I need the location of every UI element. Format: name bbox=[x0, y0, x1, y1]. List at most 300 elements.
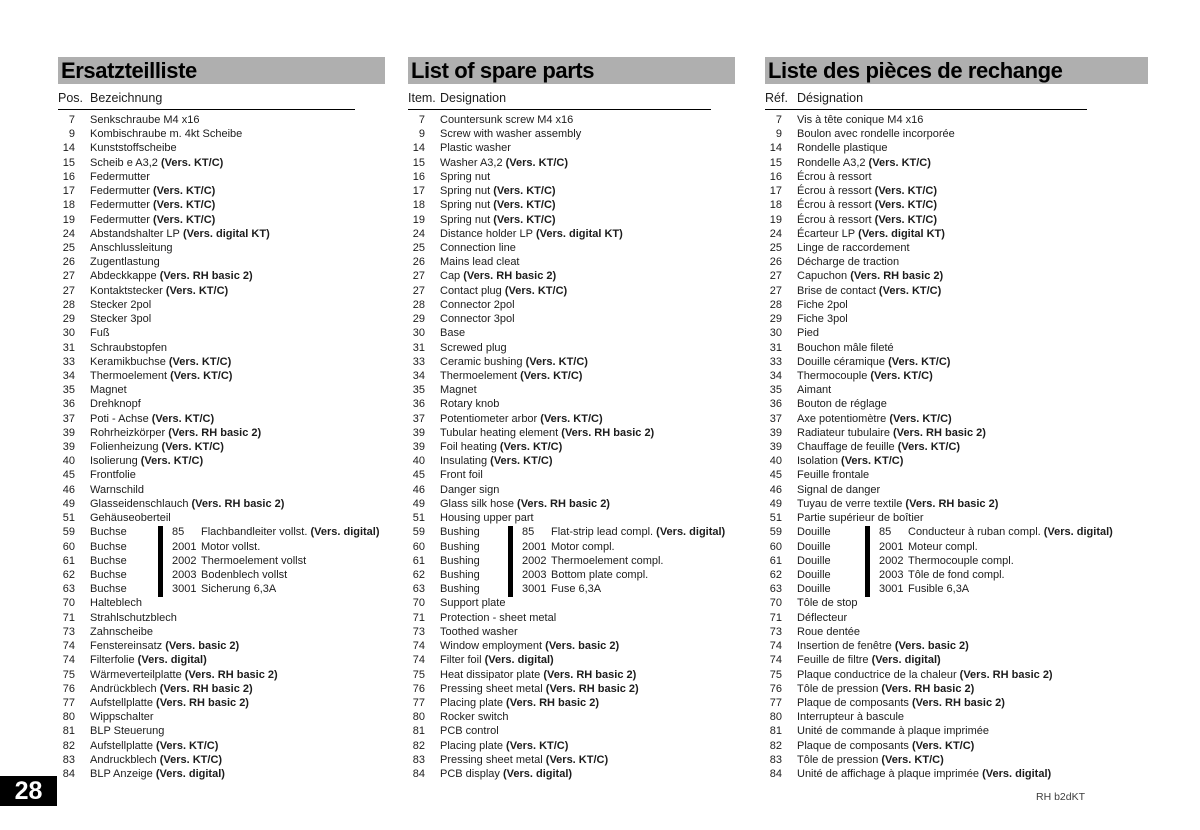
table-row bbox=[408, 484, 735, 498]
section-title: Ersatzteilliste bbox=[61, 58, 197, 83]
row-variant-label: (Vers. KT/C) bbox=[871, 199, 937, 212]
row-position: 45 bbox=[769, 469, 782, 482]
row-variant-label: (Vers. KT/C) bbox=[148, 412, 215, 425]
table-row bbox=[765, 754, 1148, 768]
row-position: 63 bbox=[412, 583, 425, 596]
table-row bbox=[58, 142, 385, 156]
table-row bbox=[765, 214, 1148, 228]
row-designation: Spring nut (Vers. KT/C) bbox=[440, 199, 556, 212]
row-position: 45 bbox=[412, 469, 425, 482]
table-row bbox=[58, 683, 385, 697]
table-row bbox=[408, 157, 735, 171]
group-bar bbox=[508, 526, 513, 540]
row-designation: Écrou à ressort (Vers. KT/C) bbox=[797, 213, 937, 226]
table-row bbox=[58, 583, 385, 597]
row-group-name: Buchse bbox=[90, 526, 127, 539]
row-position: 73 bbox=[412, 625, 425, 638]
table-row bbox=[408, 299, 735, 313]
row-designation: Connector 2pol bbox=[440, 298, 515, 311]
doc-code: RH b2dKT bbox=[1036, 791, 1086, 803]
row-designation: Écrou à ressort bbox=[797, 170, 872, 183]
row-designation: Potentiometer arbor (Vers. KT/C) bbox=[440, 412, 603, 425]
row-designation: BLP Anzeige (Vers. digital) bbox=[90, 768, 225, 781]
row-position: 80 bbox=[412, 711, 425, 724]
row-position: 34 bbox=[412, 369, 425, 382]
row-designation: Isolation (Vers. KT/C) bbox=[797, 455, 904, 468]
row-variant-label: (Vers. digital) bbox=[307, 526, 380, 539]
row-position: 40 bbox=[769, 455, 782, 468]
parts-list bbox=[58, 114, 385, 782]
table-row bbox=[765, 526, 1148, 540]
row-designation: Partie supérieur de boîtier bbox=[797, 512, 924, 525]
row-designation: Pied bbox=[797, 327, 820, 340]
row-variant-label: (Vers. KT/C) bbox=[165, 355, 232, 368]
row-designation: Kombischraube m. 4kt Scheibe bbox=[90, 128, 243, 141]
group-bar bbox=[158, 583, 163, 597]
table-row bbox=[408, 626, 735, 640]
row-designation: Insulating (Vers. KT/C) bbox=[440, 455, 553, 468]
row-designation: Fuse 6,3A bbox=[551, 583, 602, 596]
row-position: 59 bbox=[769, 526, 782, 539]
table-row bbox=[408, 370, 735, 384]
row-position: 30 bbox=[62, 327, 75, 340]
row-position: 74 bbox=[412, 654, 425, 667]
row-designation: Federmutter (Vers. KT/C) bbox=[90, 185, 216, 198]
row-position: 70 bbox=[62, 597, 75, 610]
row-position: 51 bbox=[769, 512, 782, 525]
row-designation: Écrou à ressort (Vers. KT/C) bbox=[797, 199, 937, 212]
row-designation: Rondelle A3,2 (Vers. KT/C) bbox=[797, 156, 931, 169]
table-row bbox=[58, 669, 385, 683]
row-designation: Halteblech bbox=[90, 597, 142, 610]
row-designation: Thermocouple (Vers. KT/C) bbox=[797, 369, 933, 382]
parts-column-french bbox=[765, 57, 1148, 782]
row-designation: Isolierung (Vers. KT/C) bbox=[90, 455, 204, 468]
row-position: 18 bbox=[412, 199, 425, 212]
row-variant-label: (Vers. KT/C) bbox=[503, 739, 569, 752]
row-position: 19 bbox=[412, 213, 425, 226]
row-designation: PCB control bbox=[440, 725, 499, 738]
row-sub-number: 2003 bbox=[879, 569, 904, 581]
row-group-name: Buchse bbox=[90, 583, 127, 596]
table-row bbox=[408, 740, 735, 754]
row-variant-label: (Vers. RH basic 2) bbox=[889, 426, 986, 439]
table-row bbox=[58, 555, 385, 569]
table-row bbox=[408, 313, 735, 327]
row-position: 33 bbox=[62, 355, 75, 368]
row-variant-label: (Vers. RH basic 2) bbox=[503, 696, 599, 709]
row-designation: Contact plug (Vers. KT/C) bbox=[440, 284, 568, 297]
table-row bbox=[58, 711, 385, 725]
row-position: 76 bbox=[769, 682, 782, 695]
table-row bbox=[58, 612, 385, 626]
row-position: 27 bbox=[769, 270, 782, 283]
table-row bbox=[58, 270, 385, 284]
group-bar bbox=[508, 569, 513, 583]
row-designation: Wippschalter bbox=[90, 711, 154, 724]
row-variant-label: (Vers. RH basic 2) bbox=[902, 497, 999, 510]
row-designation: Thermoelement vollst bbox=[201, 554, 307, 567]
row-group-name: Douille bbox=[797, 569, 831, 581]
table-row bbox=[58, 285, 385, 299]
table-row bbox=[765, 569, 1148, 583]
row-position: 19 bbox=[769, 213, 782, 226]
row-position: 61 bbox=[62, 554, 75, 567]
row-designation: Tôle de pression (Vers. KT/C) bbox=[797, 753, 944, 766]
row-designation: Distance holder LP (Vers. digital KT) bbox=[440, 227, 623, 240]
table-row bbox=[58, 654, 385, 668]
table-row bbox=[765, 768, 1148, 782]
table-row bbox=[58, 214, 385, 228]
row-designation: Feuille de filtre (Vers. digital) bbox=[797, 654, 941, 667]
row-variant-label: (Vers. digital) bbox=[979, 768, 1052, 781]
table-row bbox=[58, 299, 385, 313]
row-position: 80 bbox=[62, 711, 75, 724]
table-row bbox=[408, 171, 735, 185]
row-designation: Poti - Achse (Vers. KT/C) bbox=[90, 412, 215, 425]
row-variant-label: (Vers. KT/C) bbox=[157, 156, 224, 169]
row-sub-number: 2002 bbox=[879, 554, 904, 567]
row-designation: Screwed plug bbox=[440, 341, 507, 354]
table-row bbox=[408, 526, 735, 540]
table-row bbox=[765, 356, 1148, 370]
table-row bbox=[765, 228, 1148, 242]
row-designation: Rotary knob bbox=[440, 398, 500, 411]
row-designation: Motor compl. bbox=[551, 540, 615, 553]
row-position: 74 bbox=[769, 654, 782, 667]
row-position: 77 bbox=[412, 696, 425, 709]
row-position: 18 bbox=[62, 199, 75, 212]
row-variant-label: (Vers. KT/C) bbox=[886, 412, 952, 425]
row-designation: Andrückblech (Vers. RH basic 2) bbox=[90, 682, 253, 695]
row-position: 26 bbox=[62, 256, 75, 269]
row-position: 24 bbox=[412, 227, 425, 240]
row-variant-label: (Vers. RH basic 2) bbox=[181, 668, 278, 681]
row-designation: BLP Steuerung bbox=[90, 725, 165, 738]
row-variant-label: (Vers. digital) bbox=[152, 768, 225, 781]
row-variant-label: (Vers. KT/C) bbox=[490, 185, 556, 198]
row-designation: Glass silk hose (Vers. RH basic 2) bbox=[440, 497, 610, 510]
table-row bbox=[765, 697, 1148, 711]
row-designation: Scheib e A3,2 (Vers. KT/C) bbox=[90, 156, 224, 169]
table-row bbox=[765, 669, 1148, 683]
table-row bbox=[765, 157, 1148, 171]
table-row bbox=[765, 469, 1148, 483]
table-row bbox=[408, 654, 735, 668]
row-designation: Kontaktstecker (Vers. KT/C) bbox=[90, 284, 229, 297]
group-bar bbox=[158, 569, 163, 583]
table-row bbox=[408, 228, 735, 242]
group-bar bbox=[865, 569, 870, 583]
row-position: 29 bbox=[62, 313, 75, 326]
row-group-name: Bushing bbox=[440, 554, 480, 567]
row-designation: Wärmeverteilplatte (Vers. RH basic 2) bbox=[90, 668, 278, 681]
row-designation: Heat dissipator plate (Vers. RH basic 2) bbox=[440, 668, 637, 681]
row-variant-label: (Vers. KT/C) bbox=[162, 284, 229, 297]
section-title-bar bbox=[58, 57, 385, 84]
table-header bbox=[58, 92, 385, 105]
row-position: 39 bbox=[769, 426, 782, 439]
row-variant-label: (Vers. basic 2) bbox=[162, 640, 240, 653]
table-row bbox=[58, 185, 385, 199]
table-row bbox=[408, 711, 735, 725]
column-header-designation: Designation bbox=[440, 91, 507, 105]
row-designation: Kunststoffscheibe bbox=[90, 142, 177, 155]
table-row bbox=[408, 583, 735, 597]
row-variant-label: (Vers. digital) bbox=[653, 526, 726, 539]
row-variant-label: (Vers. RH basic 2) bbox=[188, 497, 285, 510]
table-row bbox=[765, 597, 1148, 611]
row-position: 24 bbox=[62, 227, 75, 240]
row-designation: Plaque de composants (Vers. KT/C) bbox=[797, 739, 975, 752]
row-designation: Danger sign bbox=[440, 483, 500, 496]
table-row bbox=[408, 413, 735, 427]
row-position: 31 bbox=[62, 341, 75, 354]
row-designation: Thermoelement (Vers. KT/C) bbox=[90, 369, 233, 382]
table-row bbox=[408, 597, 735, 611]
row-designation: Motor vollst. bbox=[201, 540, 261, 553]
row-position: 30 bbox=[412, 327, 425, 340]
table-row bbox=[58, 199, 385, 213]
row-designation: Drehknopf bbox=[90, 398, 141, 411]
row-designation: Rondelle plastique bbox=[797, 142, 888, 155]
table-row bbox=[58, 526, 385, 540]
row-variant-label: (Vers. KT/C) bbox=[502, 156, 568, 169]
table-row bbox=[765, 256, 1148, 270]
row-designation: Moteur compl. bbox=[908, 540, 978, 553]
row-designation: Foil heating (Vers. KT/C) bbox=[440, 441, 563, 454]
row-designation: Plaque conductrice de la chaleur (Vers. RH basic 2) bbox=[797, 668, 1053, 681]
section-title: Liste des pièces de rechange bbox=[768, 58, 1063, 83]
row-designation: Capuchon (Vers. RH basic 2) bbox=[797, 270, 944, 283]
row-variant-label: (Vers. KT/C) bbox=[149, 199, 216, 212]
row-position: 84 bbox=[769, 768, 782, 781]
row-designation: Spring nut (Vers. KT/C) bbox=[440, 213, 556, 226]
table-row bbox=[58, 413, 385, 427]
row-variant-label: (Vers. RH basic 2) bbox=[156, 682, 253, 695]
row-position: 37 bbox=[769, 412, 782, 425]
row-designation: Décharge de traction bbox=[797, 256, 900, 269]
row-position: 29 bbox=[769, 313, 782, 326]
row-sub-number: 3001 bbox=[522, 583, 547, 596]
row-variant-label: (Vers. KT/C) bbox=[167, 369, 233, 382]
row-group-name: Bushing bbox=[440, 583, 480, 596]
row-designation: Gehäuseoberteil bbox=[90, 512, 171, 525]
table-row bbox=[58, 327, 385, 341]
row-designation: Fiche 2pol bbox=[797, 298, 848, 311]
row-designation: Magnet bbox=[440, 384, 477, 397]
row-variant-label: (Vers. KT/C) bbox=[496, 441, 563, 454]
row-position: 49 bbox=[412, 497, 425, 510]
row-designation: Douille céramique (Vers. KT/C) bbox=[797, 355, 951, 368]
row-position: 16 bbox=[62, 170, 75, 183]
row-position: 30 bbox=[769, 327, 782, 340]
header-rule bbox=[765, 109, 1087, 110]
row-designation: Toothed washer bbox=[440, 625, 518, 638]
row-variant-label: (Vers. KT/C) bbox=[885, 355, 951, 368]
row-variant-label: (Vers. digital) bbox=[499, 768, 573, 781]
row-designation: Glasseidenschlauch (Vers. RH basic 2) bbox=[90, 497, 285, 510]
table-header bbox=[408, 92, 735, 105]
row-sub-number: 85 bbox=[172, 526, 185, 539]
row-designation: Radiateur tubulaire (Vers. RH basic 2) bbox=[797, 426, 986, 439]
table-row bbox=[58, 484, 385, 498]
row-position: 81 bbox=[412, 725, 425, 738]
row-designation: Tubular heating element (Vers. RH basic 2) bbox=[440, 426, 655, 439]
row-variant-label: (Vers. KT/C) bbox=[537, 412, 603, 425]
row-designation: Housing upper part bbox=[440, 512, 534, 525]
row-position: 51 bbox=[412, 512, 425, 525]
table-row bbox=[765, 313, 1148, 327]
table-row bbox=[408, 669, 735, 683]
row-variant-label: (Vers. KT/C) bbox=[490, 199, 556, 212]
row-position: 82 bbox=[62, 739, 75, 752]
row-position: 34 bbox=[769, 369, 782, 382]
row-position: 34 bbox=[62, 369, 75, 382]
row-position: 28 bbox=[769, 298, 782, 311]
table-row bbox=[58, 768, 385, 782]
row-variant-label: (Vers. KT/C) bbox=[542, 753, 609, 766]
row-position: 75 bbox=[412, 668, 425, 681]
parts-list bbox=[765, 114, 1148, 782]
table-row bbox=[58, 597, 385, 611]
row-variant-label: (Vers. KT/C) bbox=[871, 185, 937, 198]
table-row bbox=[765, 683, 1148, 697]
table-row bbox=[765, 370, 1148, 384]
table-row bbox=[765, 398, 1148, 412]
row-variant-label: (Vers. digital KT) bbox=[855, 227, 945, 240]
table-row bbox=[58, 498, 385, 512]
table-row bbox=[58, 626, 385, 640]
row-position: 28 bbox=[412, 298, 425, 311]
row-designation: Pressing sheet metal (Vers. KT/C) bbox=[440, 753, 609, 766]
row-designation: Placing plate (Vers. RH basic 2) bbox=[440, 696, 599, 709]
row-position: 51 bbox=[62, 512, 75, 525]
group-bar bbox=[865, 526, 870, 540]
row-position: 15 bbox=[412, 156, 425, 169]
row-position: 39 bbox=[412, 441, 425, 454]
row-position: 76 bbox=[412, 682, 425, 695]
row-variant-label: (Vers. KT/C) bbox=[878, 753, 944, 766]
row-designation: Mains lead cleat bbox=[440, 256, 520, 269]
row-designation: Bouchon mâle fileté bbox=[797, 341, 894, 354]
row-designation: Écarteur LP (Vers. digital KT) bbox=[797, 227, 945, 240]
row-designation: Frontfolie bbox=[90, 469, 136, 482]
row-sub-number: 2003 bbox=[172, 569, 197, 581]
row-designation: Déflecteur bbox=[797, 611, 848, 624]
table-row bbox=[58, 725, 385, 739]
table-row bbox=[408, 114, 735, 128]
table-row bbox=[765, 612, 1148, 626]
table-row bbox=[765, 583, 1148, 597]
row-designation: Cap (Vers. RH basic 2) bbox=[440, 270, 557, 283]
row-position: 59 bbox=[62, 526, 75, 539]
row-variant-label: (Vers. KT/C) bbox=[156, 753, 223, 766]
group-bar bbox=[158, 555, 163, 569]
row-designation: Aufstellplatte (Vers. KT/C) bbox=[90, 739, 219, 752]
row-position: 7 bbox=[68, 114, 75, 126]
row-designation: Fenstereinsatz (Vers. basic 2) bbox=[90, 640, 240, 653]
row-position: 25 bbox=[412, 241, 425, 254]
row-designation: Ceramic bushing (Vers. KT/C) bbox=[440, 355, 588, 368]
row-designation: Tôle de stop bbox=[797, 597, 858, 610]
row-designation: Zugentlastung bbox=[90, 256, 160, 269]
row-designation: Conducteur à ruban compl. (Vers. digital) bbox=[908, 526, 1113, 539]
table-row bbox=[58, 228, 385, 242]
row-position: 37 bbox=[62, 412, 75, 425]
group-bar bbox=[158, 541, 163, 555]
row-position: 70 bbox=[769, 597, 782, 610]
parts-column-german bbox=[58, 57, 385, 782]
row-designation: Window employment (Vers. basic 2) bbox=[440, 640, 620, 653]
row-designation: Folienheizung (Vers. KT/C) bbox=[90, 441, 224, 454]
row-sub-number: 3001 bbox=[172, 583, 197, 596]
row-position: 25 bbox=[769, 241, 782, 254]
row-designation: Linge de raccordement bbox=[797, 241, 910, 254]
row-position: 27 bbox=[62, 284, 75, 297]
row-position: 71 bbox=[412, 611, 425, 624]
table-row bbox=[408, 569, 735, 583]
row-variant-label: (Vers. RH basic 2) bbox=[513, 497, 610, 510]
row-position: 14 bbox=[412, 142, 425, 155]
row-designation: Filter foil (Vers. digital) bbox=[440, 654, 554, 667]
table-row bbox=[408, 512, 735, 526]
row-group-name: Douille bbox=[797, 540, 831, 553]
row-variant-label: (Vers. RH basic 2) bbox=[542, 682, 639, 695]
table-row bbox=[58, 256, 385, 270]
table-row bbox=[408, 342, 735, 356]
row-sub-number: 85 bbox=[522, 526, 535, 539]
column-header-designation: Désignation bbox=[797, 91, 864, 105]
row-position: 27 bbox=[412, 284, 425, 297]
row-designation: Bouton de réglage bbox=[797, 398, 887, 411]
table-row bbox=[58, 740, 385, 754]
row-designation: Filterfolie (Vers. digital) bbox=[90, 654, 207, 667]
row-designation: Washer A3,2 (Vers. KT/C) bbox=[440, 156, 568, 169]
row-position: 49 bbox=[62, 497, 75, 510]
table-row bbox=[408, 398, 735, 412]
table-row bbox=[765, 441, 1148, 455]
row-position: 9 bbox=[775, 128, 782, 141]
row-position: 27 bbox=[412, 270, 425, 283]
row-position: 74 bbox=[769, 640, 782, 653]
row-position: 74 bbox=[62, 640, 75, 653]
row-designation: Connector 3pol bbox=[440, 313, 515, 326]
row-variant-label: (Vers. KT/C) bbox=[837, 455, 904, 468]
header-rule bbox=[58, 109, 355, 110]
header-rule bbox=[408, 109, 711, 110]
row-position: 35 bbox=[62, 384, 75, 397]
table-row bbox=[58, 242, 385, 256]
row-position: 31 bbox=[412, 341, 425, 354]
row-designation: Support plate bbox=[440, 597, 506, 610]
row-position: 40 bbox=[62, 455, 75, 468]
row-designation: Sicherung 6,3A bbox=[201, 583, 277, 596]
row-position: 16 bbox=[769, 170, 782, 183]
row-variant-label: (Vers. digital KT) bbox=[532, 227, 623, 240]
row-variant-label: (Vers. digital KT) bbox=[179, 227, 270, 240]
row-designation: Aimant bbox=[797, 384, 832, 397]
table-row bbox=[765, 541, 1148, 555]
table-row bbox=[58, 469, 385, 483]
table-row bbox=[765, 654, 1148, 668]
row-designation: Thermoelement (Vers. KT/C) bbox=[440, 369, 583, 382]
row-position: 25 bbox=[62, 241, 75, 254]
row-designation: Fiche 3pol bbox=[797, 313, 848, 326]
row-designation: Vis à tête conique M4 x16 bbox=[797, 114, 924, 126]
table-row bbox=[765, 327, 1148, 341]
group-bar bbox=[865, 541, 870, 555]
